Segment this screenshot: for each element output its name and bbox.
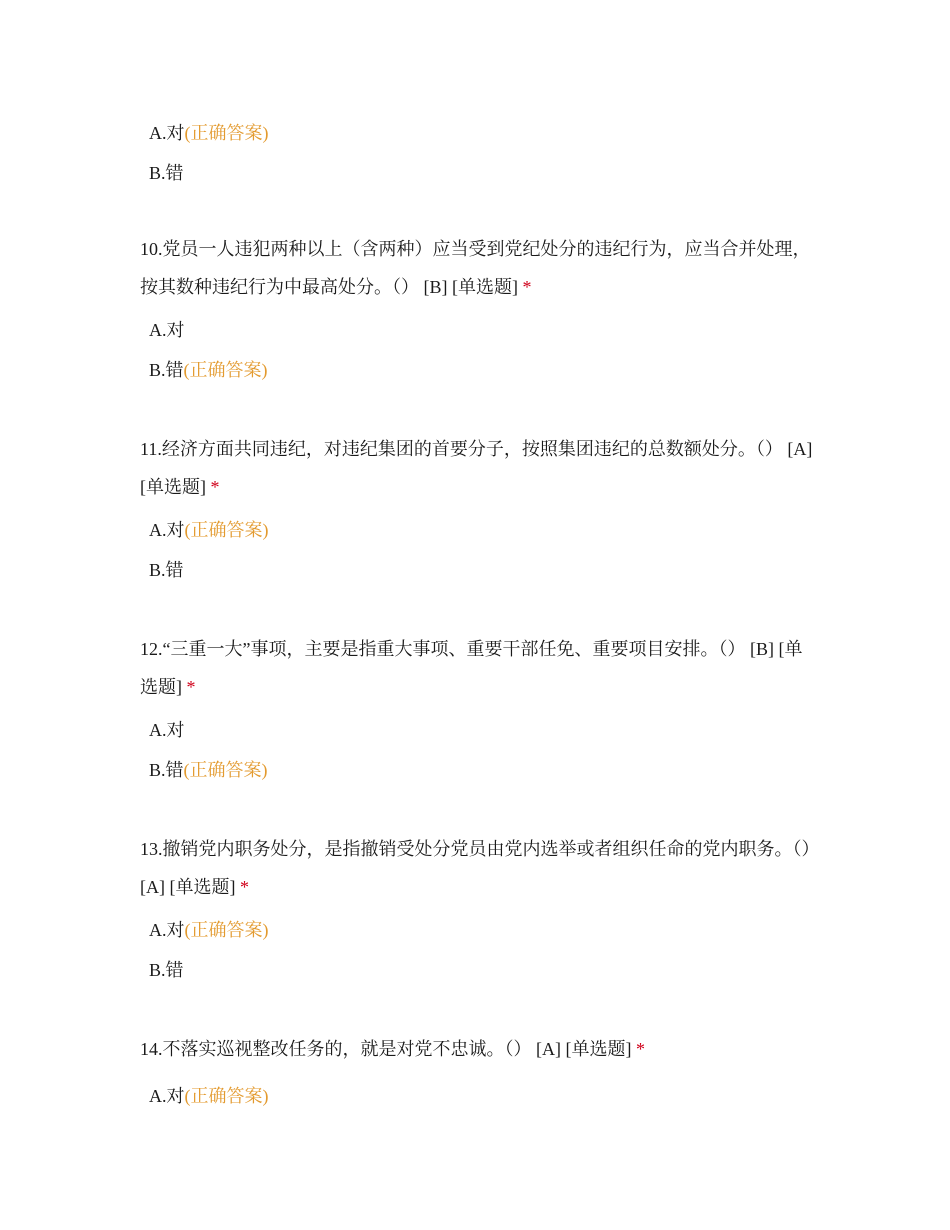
required-mark: * — [210, 477, 220, 497]
question-options — [140, 1076, 820, 1116]
option-a: A.对 — [149, 320, 185, 340]
option-b: B.错 — [149, 560, 184, 580]
correct-answer-tag: (正确答案) — [184, 123, 269, 143]
option-a: A.对(正确答案) — [149, 123, 269, 143]
question-text: 11.经济方面共同违纪，对违纪集团的首要分子，按照集团违纪的总数额处分。（） [A] [单选题] * — [140, 439, 813, 497]
option-b: B.错 — [149, 960, 184, 980]
required-mark: * — [186, 677, 196, 697]
option-b: B.错(正确答案) — [149, 760, 268, 780]
correct-answer-tag: (正确答案) — [183, 360, 268, 380]
option-a: A.对(正确答案) — [149, 920, 269, 940]
correct-answer-tag: (正确答案) — [184, 1086, 269, 1106]
question-options — [140, 310, 820, 390]
correct-answer-tag: (正确答案) — [184, 520, 269, 540]
question-options — [140, 710, 820, 790]
option-a: A.对(正确答案) — [149, 1086, 269, 1106]
question-10 — [140, 230, 820, 390]
question-14 — [140, 1030, 820, 1116]
question-options — [140, 510, 820, 590]
question-text: 14.不落实巡视整改任务的，就是对党不忠诚。（） [A] [单选题] * — [140, 1039, 645, 1059]
question-text: 12.“三重一大”事项，主要是指重大事项、重要干部任免、重要项目安排。（） [B] [单选题] * — [140, 639, 803, 697]
question-options — [140, 910, 820, 990]
option-a: A.对 — [149, 720, 185, 740]
correct-answer-tag: (正确答案) — [183, 760, 268, 780]
question-11 — [140, 430, 820, 590]
required-mark: * — [522, 277, 532, 297]
required-mark: * — [635, 1039, 645, 1059]
question-12 — [140, 630, 820, 790]
correct-answer-tag: (正确答案) — [184, 920, 269, 940]
question-9-options — [140, 113, 820, 193]
option-b: B.错 — [149, 163, 184, 183]
question-text: 13.撤销党内职务处分，是指撤销受处分党员由党内选举或者组织任命的党内职务。（） [A] [单选题] * — [140, 839, 820, 897]
question-13 — [140, 830, 820, 990]
option-b: B.错(正确答案) — [149, 360, 268, 380]
required-mark: * — [239, 877, 249, 897]
option-a: A.对(正确答案) — [149, 520, 269, 540]
question-text: 10.党员一人违犯两种以上（含两种）应当受到党纪处分的违纪行为，应当合并处理，按其数种违纪行为中最高处分。（） [B] [单选题] * — [140, 239, 811, 297]
